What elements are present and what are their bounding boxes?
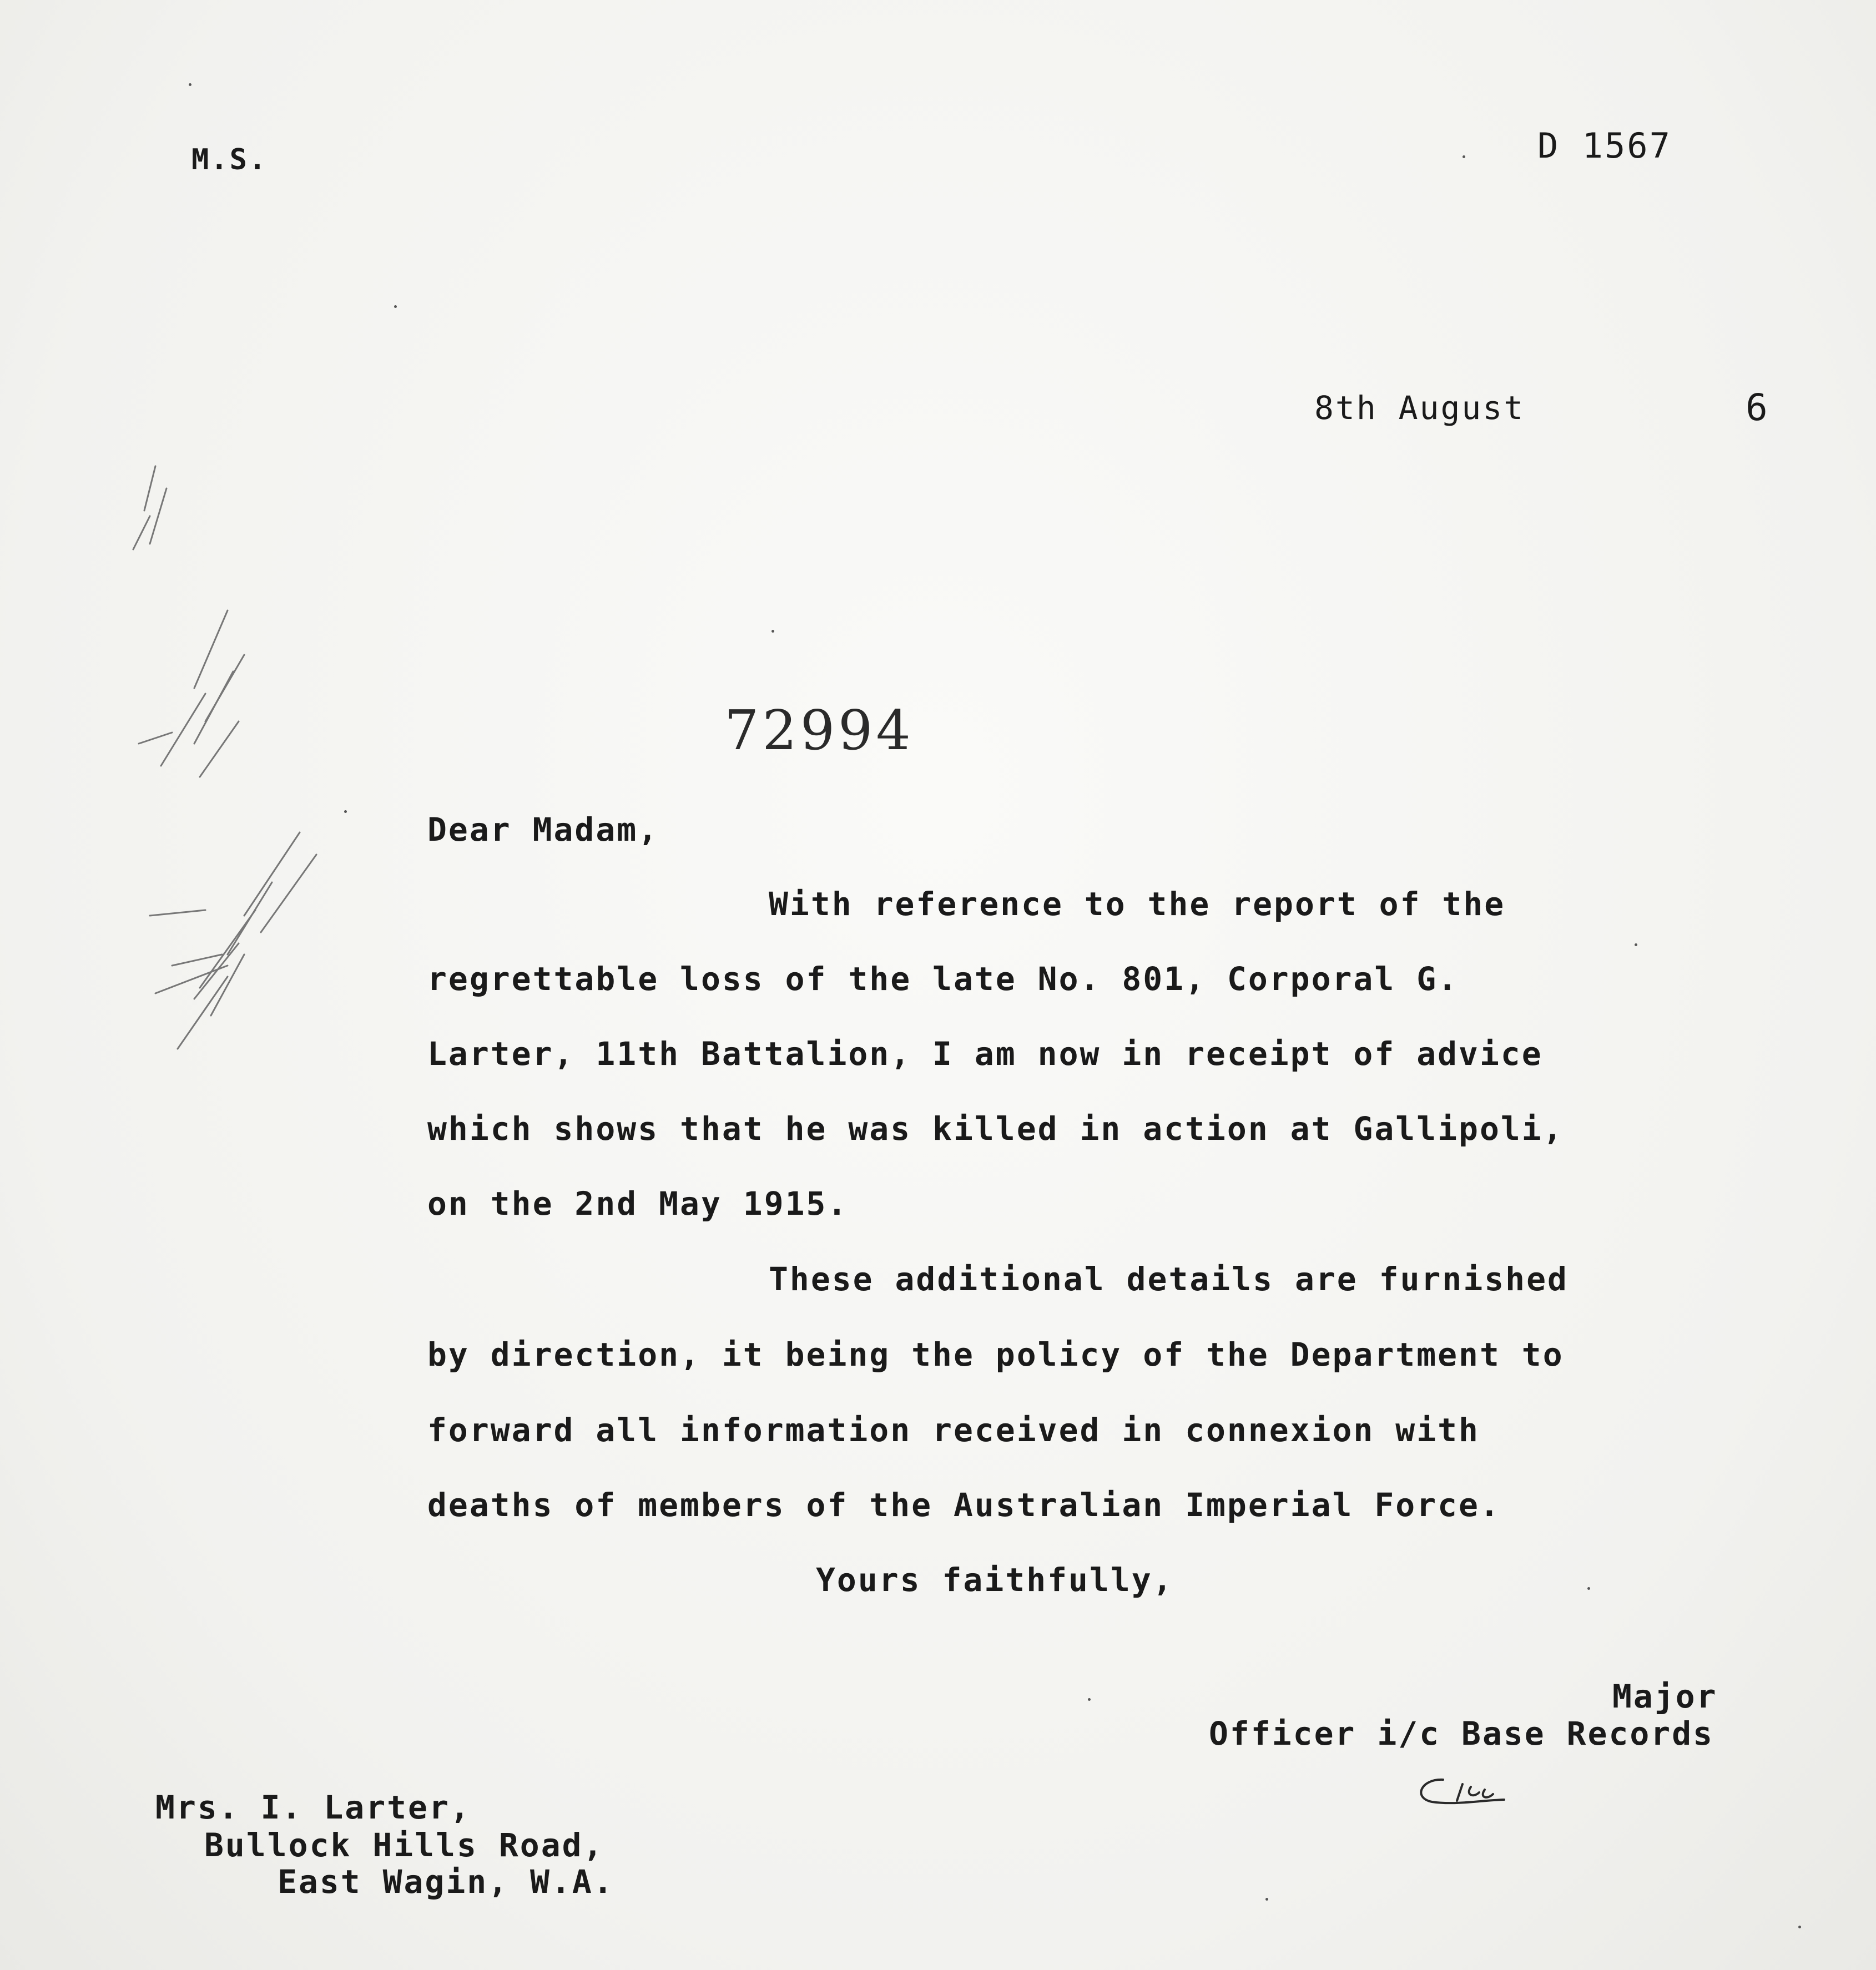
salutation: Dear Madam, [427, 811, 659, 848]
body-line: which shows that he was killed in action at Gallipoli, [427, 1110, 1564, 1148]
paper-speck [1265, 1898, 1268, 1901]
pencil-marks [61, 433, 361, 1088]
address-line: East Wagin, W.A. [278, 1863, 614, 1901]
paper-speck [189, 83, 191, 86]
signatory-title: Officer i/c Base Records [1209, 1715, 1714, 1752]
body-line: on the 2nd May 1915. [427, 1185, 849, 1223]
file-number-stamp: 72994 [724, 699, 914, 762]
handwritten-signature [1410, 1767, 1554, 1817]
address-line: Mrs. I. Larter, [155, 1789, 471, 1826]
paper-speck [1587, 1587, 1590, 1590]
closing: Yours faithfully, [816, 1561, 1174, 1599]
letter-year: 6 [1746, 386, 1769, 429]
paper-speck [1088, 1698, 1091, 1701]
paper-speck [344, 810, 347, 813]
address-line: Bullock Hills Road, [204, 1826, 604, 1864]
paper-speck [394, 305, 397, 308]
body-line: regrettable loss of the late No. 801, Corporal G. [427, 960, 1459, 998]
body-line: forward all information received in connexion with [427, 1411, 1480, 1449]
signatory-rank: Major [1612, 1678, 1718, 1715]
reference-number: D 1567 [1537, 125, 1672, 166]
body-line: These additional details are furnished [769, 1260, 1569, 1298]
body-line: deaths of members of the Australian Imperial Force. [427, 1486, 1501, 1524]
paper-speck [771, 630, 774, 633]
paper-speck [1463, 155, 1465, 158]
ms-code: M.S. [191, 143, 268, 176]
paper-speck [1798, 1926, 1801, 1928]
letter-date: 8th August [1314, 389, 1525, 427]
paper-speck [1635, 943, 1637, 946]
body-line: With reference to the report of the [769, 885, 1506, 923]
body-line: by direction, it being the policy of the Department to [427, 1336, 1564, 1373]
body-line: Larter, 11th Battalion, I am now in receipt of advice [427, 1035, 1543, 1073]
